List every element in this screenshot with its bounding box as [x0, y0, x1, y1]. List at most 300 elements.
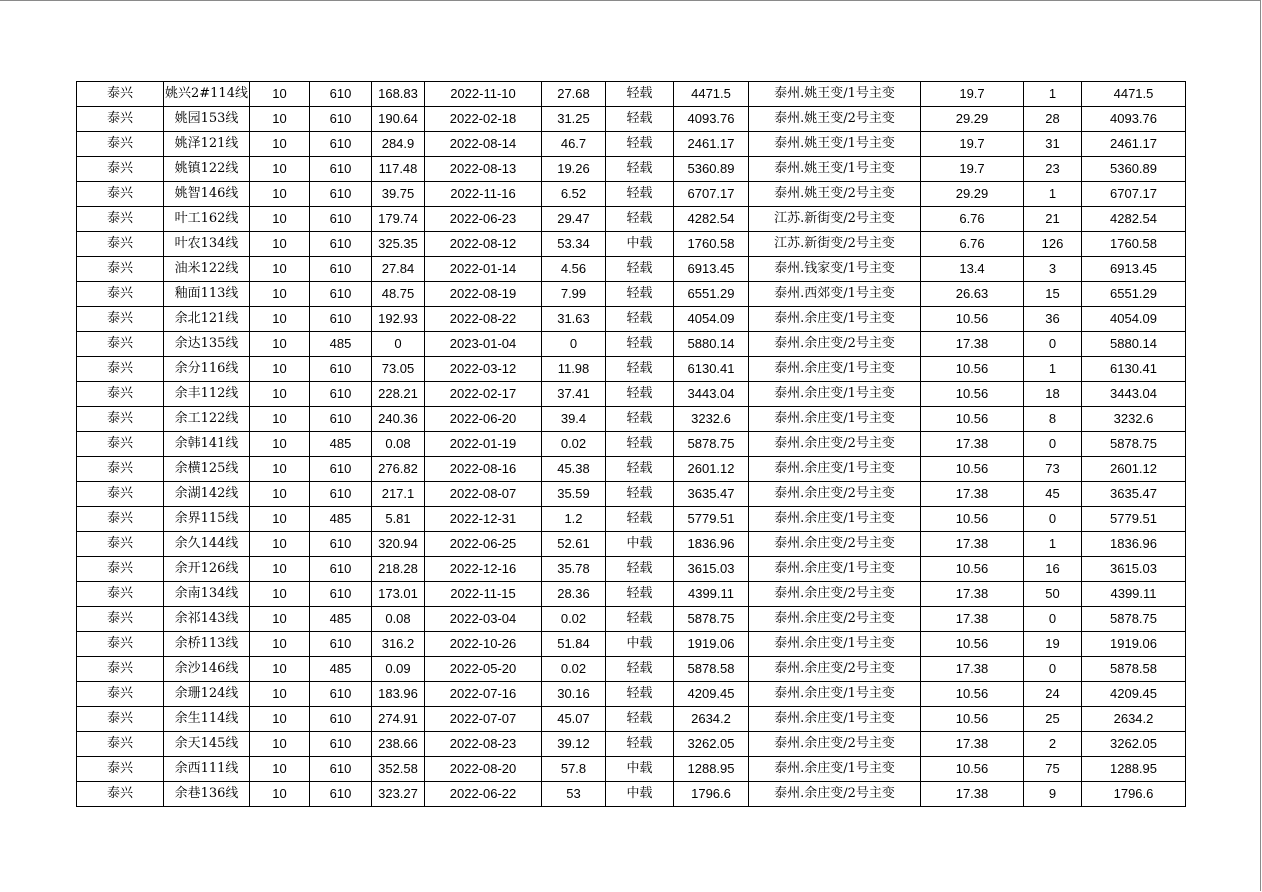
cell-transformer-rate: 10.56 [921, 707, 1024, 732]
cell-load-rate: 46.7 [542, 132, 606, 157]
cell-transformer: 泰州.姚王变/1号主变 [749, 82, 921, 107]
cell-region: 泰兴 [77, 107, 164, 132]
table-row [77, 482, 1186, 507]
cell-transformer: 泰州.余庄变/1号主变 [749, 307, 921, 332]
cell-transformer-rate: 29.29 [921, 182, 1024, 207]
cell-margin: 6707.17 [674, 182, 749, 207]
cell-line-name: 叶农134线 [164, 232, 250, 257]
cell-load: 179.74 [372, 207, 425, 232]
table-row [77, 632, 1186, 657]
cell-capacity: 610 [310, 132, 372, 157]
cell-count: 1 [1024, 357, 1082, 382]
cell-load-rate: 27.68 [542, 82, 606, 107]
cell-transformer-rate: 26.63 [921, 282, 1024, 307]
cell-transformer: 泰州.钱家变/1号主变 [749, 257, 921, 282]
cell-date: 2022-08-16 [425, 457, 542, 482]
cell-load-rate: 7.99 [542, 282, 606, 307]
table-row [77, 257, 1186, 282]
cell-line-name: 余工122线 [164, 407, 250, 432]
cell-transformer-rate: 10.56 [921, 407, 1024, 432]
cell-count: 28 [1024, 107, 1082, 132]
cell-line-name: 余湖142线 [164, 482, 250, 507]
cell-count: 36 [1024, 307, 1082, 332]
cell-date: 2022-10-26 [425, 632, 542, 657]
cell-available: 4471.5 [1082, 82, 1186, 107]
table-row [77, 582, 1186, 607]
cell-region: 泰兴 [77, 732, 164, 757]
cell-date: 2022-06-22 [425, 782, 542, 807]
table-row [77, 432, 1186, 457]
table-row [77, 357, 1186, 382]
cell-load-rate: 45.38 [542, 457, 606, 482]
cell-available: 1288.95 [1082, 757, 1186, 782]
cell-date: 2022-02-17 [425, 382, 542, 407]
cell-date: 2022-06-25 [425, 532, 542, 557]
cell-line-name: 姚泽121线 [164, 132, 250, 157]
cell-load-rate: 53 [542, 782, 606, 807]
cell-line-name: 余北121线 [164, 307, 250, 332]
cell-capacity: 610 [310, 207, 372, 232]
cell-available: 6707.17 [1082, 182, 1186, 207]
cell-load-rate: 39.4 [542, 407, 606, 432]
cell-voltage: 10 [250, 232, 310, 257]
cell-line-name: 余丰112线 [164, 382, 250, 407]
cell-load-rate: 53.34 [542, 232, 606, 257]
cell-load-status: 轻载 [606, 182, 674, 207]
cell-available: 6913.45 [1082, 257, 1186, 282]
cell-count: 1 [1024, 532, 1082, 557]
cell-region: 泰兴 [77, 157, 164, 182]
cell-date: 2022-01-14 [425, 257, 542, 282]
cell-margin: 3262.05 [674, 732, 749, 757]
cell-load-rate: 6.52 [542, 182, 606, 207]
cell-line-name: 余珊124线 [164, 682, 250, 707]
cell-load: 48.75 [372, 282, 425, 307]
cell-margin: 3635.47 [674, 482, 749, 507]
cell-available: 3262.05 [1082, 732, 1186, 757]
cell-region: 泰兴 [77, 357, 164, 382]
cell-line-name: 姚镇122线 [164, 157, 250, 182]
table-body [77, 82, 1186, 807]
cell-load-status: 中载 [606, 632, 674, 657]
cell-margin: 1836.96 [674, 532, 749, 557]
cell-margin: 4399.11 [674, 582, 749, 607]
cell-transformer-rate: 10.56 [921, 382, 1024, 407]
table-row [77, 157, 1186, 182]
cell-capacity: 610 [310, 682, 372, 707]
cell-load-rate: 19.26 [542, 157, 606, 182]
cell-margin: 6130.41 [674, 357, 749, 382]
cell-load: 325.35 [372, 232, 425, 257]
cell-line-name: 余祁143线 [164, 607, 250, 632]
cell-margin: 6551.29 [674, 282, 749, 307]
cell-transformer: 泰州.余庄变/2号主变 [749, 607, 921, 632]
cell-date: 2022-07-16 [425, 682, 542, 707]
cell-load-status: 轻载 [606, 257, 674, 282]
cell-load-status: 轻载 [606, 582, 674, 607]
cell-count: 9 [1024, 782, 1082, 807]
cell-load: 316.2 [372, 632, 425, 657]
cell-margin: 5878.58 [674, 657, 749, 682]
cell-date: 2022-08-20 [425, 757, 542, 782]
cell-region: 泰兴 [77, 457, 164, 482]
table-row [77, 657, 1186, 682]
cell-line-name: 余沙146线 [164, 657, 250, 682]
cell-margin: 1919.06 [674, 632, 749, 657]
cell-date: 2022-08-23 [425, 732, 542, 757]
cell-date: 2022-01-19 [425, 432, 542, 457]
cell-voltage: 10 [250, 132, 310, 157]
cell-transformer: 泰州.余庄变/2号主变 [749, 332, 921, 357]
cell-transformer-rate: 17.38 [921, 607, 1024, 632]
cell-count: 0 [1024, 607, 1082, 632]
cell-load: 0.08 [372, 432, 425, 457]
cell-count: 45 [1024, 482, 1082, 507]
cell-count: 1 [1024, 182, 1082, 207]
table-row [77, 507, 1186, 532]
cell-count: 18 [1024, 382, 1082, 407]
cell-available: 2601.12 [1082, 457, 1186, 482]
table-row [77, 182, 1186, 207]
cell-voltage: 10 [250, 507, 310, 532]
cell-count: 25 [1024, 707, 1082, 732]
table-row [77, 682, 1186, 707]
cell-region: 泰兴 [77, 532, 164, 557]
cell-line-name: 余界115线 [164, 507, 250, 532]
cell-capacity: 610 [310, 732, 372, 757]
cell-capacity: 610 [310, 782, 372, 807]
cell-load-status: 轻载 [606, 607, 674, 632]
cell-region: 泰兴 [77, 657, 164, 682]
cell-margin: 2634.2 [674, 707, 749, 732]
cell-load-status: 轻载 [606, 657, 674, 682]
data-table [76, 81, 1186, 807]
cell-line-name: 姚智146线 [164, 182, 250, 207]
cell-count: 126 [1024, 232, 1082, 257]
cell-voltage: 10 [250, 657, 310, 682]
cell-load-rate: 45.07 [542, 707, 606, 732]
cell-count: 0 [1024, 657, 1082, 682]
cell-load-status: 中载 [606, 532, 674, 557]
cell-load-rate: 0.02 [542, 607, 606, 632]
cell-transformer: 泰州.余庄变/1号主变 [749, 557, 921, 582]
cell-voltage: 10 [250, 332, 310, 357]
table-row [77, 307, 1186, 332]
cell-load: 228.21 [372, 382, 425, 407]
cell-transformer: 江苏.新街变/2号主变 [749, 207, 921, 232]
cell-voltage: 10 [250, 157, 310, 182]
cell-available: 4209.45 [1082, 682, 1186, 707]
cell-transformer: 泰州.余庄变/2号主变 [749, 482, 921, 507]
cell-transformer-rate: 19.7 [921, 82, 1024, 107]
cell-date: 2023-01-04 [425, 332, 542, 357]
table-row [77, 532, 1186, 557]
cell-available: 5779.51 [1082, 507, 1186, 532]
cell-load-status: 轻载 [606, 707, 674, 732]
cell-available: 5360.89 [1082, 157, 1186, 182]
cell-transformer-rate: 17.38 [921, 432, 1024, 457]
cell-available: 2461.17 [1082, 132, 1186, 157]
cell-load-rate: 1.2 [542, 507, 606, 532]
cell-capacity: 610 [310, 282, 372, 307]
cell-line-name: 釉面113线 [164, 282, 250, 307]
cell-capacity: 610 [310, 157, 372, 182]
cell-transformer: 泰州.余庄变/1号主变 [749, 632, 921, 657]
cell-count: 2 [1024, 732, 1082, 757]
cell-date: 2022-08-13 [425, 157, 542, 182]
cell-voltage: 10 [250, 257, 310, 282]
cell-transformer-rate: 10.56 [921, 632, 1024, 657]
cell-capacity: 610 [310, 382, 372, 407]
cell-transformer-rate: 10.56 [921, 507, 1024, 532]
cell-count: 75 [1024, 757, 1082, 782]
cell-voltage: 10 [250, 107, 310, 132]
cell-load-status: 轻载 [606, 507, 674, 532]
cell-transformer: 泰州.姚王变/2号主变 [749, 107, 921, 132]
cell-count: 21 [1024, 207, 1082, 232]
table-row [77, 457, 1186, 482]
cell-date: 2022-12-31 [425, 507, 542, 532]
cell-line-name: 余韩141线 [164, 432, 250, 457]
cell-date: 2022-12-16 [425, 557, 542, 582]
cell-date: 2022-11-15 [425, 582, 542, 607]
cell-transformer-rate: 6.76 [921, 207, 1024, 232]
table-row [77, 107, 1186, 132]
cell-load-status: 轻载 [606, 557, 674, 582]
cell-region: 泰兴 [77, 507, 164, 532]
cell-capacity: 610 [310, 232, 372, 257]
cell-transformer-rate: 17.38 [921, 532, 1024, 557]
table-row [77, 732, 1186, 757]
table-row [77, 707, 1186, 732]
table-row [77, 282, 1186, 307]
cell-line-name: 余开126线 [164, 557, 250, 582]
cell-date: 2022-08-19 [425, 282, 542, 307]
cell-load: 274.91 [372, 707, 425, 732]
cell-transformer-rate: 10.56 [921, 757, 1024, 782]
cell-load: 276.82 [372, 457, 425, 482]
cell-capacity: 610 [310, 307, 372, 332]
cell-available: 6130.41 [1082, 357, 1186, 382]
cell-available: 1796.6 [1082, 782, 1186, 807]
cell-line-name: 姚兴2#114线 [164, 82, 250, 107]
cell-line-name: 余西111线 [164, 757, 250, 782]
cell-margin: 1796.6 [674, 782, 749, 807]
cell-capacity: 610 [310, 707, 372, 732]
cell-line-name: 余天145线 [164, 732, 250, 757]
cell-load-rate: 39.12 [542, 732, 606, 757]
cell-line-name: 余达135线 [164, 332, 250, 357]
cell-capacity: 485 [310, 657, 372, 682]
table-row [77, 232, 1186, 257]
cell-line-name: 叶工162线 [164, 207, 250, 232]
cell-load-status: 轻载 [606, 382, 674, 407]
cell-load-status: 轻载 [606, 482, 674, 507]
cell-voltage: 10 [250, 282, 310, 307]
cell-transformer: 泰州.余庄变/2号主变 [749, 732, 921, 757]
cell-region: 泰兴 [77, 207, 164, 232]
cell-region: 泰兴 [77, 582, 164, 607]
cell-load-rate: 31.63 [542, 307, 606, 332]
cell-load: 0.09 [372, 657, 425, 682]
cell-margin: 6913.45 [674, 257, 749, 282]
cell-region: 泰兴 [77, 82, 164, 107]
cell-transformer-rate: 10.56 [921, 682, 1024, 707]
cell-date: 2022-08-14 [425, 132, 542, 157]
cell-line-name: 姚园153线 [164, 107, 250, 132]
cell-load: 192.93 [372, 307, 425, 332]
cell-margin: 3615.03 [674, 557, 749, 582]
cell-load: 168.83 [372, 82, 425, 107]
cell-region: 泰兴 [77, 307, 164, 332]
cell-voltage: 10 [250, 382, 310, 407]
cell-region: 泰兴 [77, 382, 164, 407]
cell-line-name: 余分116线 [164, 357, 250, 382]
cell-line-name: 余巷136线 [164, 782, 250, 807]
cell-transformer-rate: 13.4 [921, 257, 1024, 282]
cell-date: 2022-07-07 [425, 707, 542, 732]
cell-transformer-rate: 17.38 [921, 582, 1024, 607]
cell-load: 217.1 [372, 482, 425, 507]
cell-load-rate: 35.59 [542, 482, 606, 507]
cell-voltage: 10 [250, 782, 310, 807]
cell-region: 泰兴 [77, 257, 164, 282]
cell-load-status: 中载 [606, 757, 674, 782]
cell-transformer: 泰州.西郊变/1号主变 [749, 282, 921, 307]
cell-transformer: 泰州.余庄变/2号主变 [749, 532, 921, 557]
cell-date: 2022-06-20 [425, 407, 542, 432]
cell-date: 2022-05-20 [425, 657, 542, 682]
cell-transformer: 泰州.余庄变/1号主变 [749, 357, 921, 382]
cell-margin: 5360.89 [674, 157, 749, 182]
cell-region: 泰兴 [77, 432, 164, 457]
cell-count: 19 [1024, 632, 1082, 657]
cell-load-rate: 11.98 [542, 357, 606, 382]
cell-margin: 4209.45 [674, 682, 749, 707]
cell-load-rate: 52.61 [542, 532, 606, 557]
cell-voltage: 10 [250, 682, 310, 707]
cell-transformer: 泰州.余庄变/1号主变 [749, 682, 921, 707]
cell-capacity: 610 [310, 557, 372, 582]
cell-available: 5878.75 [1082, 607, 1186, 632]
cell-line-name: 余久144线 [164, 532, 250, 557]
cell-transformer-rate: 17.38 [921, 657, 1024, 682]
cell-count: 50 [1024, 582, 1082, 607]
cell-date: 2022-06-23 [425, 207, 542, 232]
cell-voltage: 10 [250, 207, 310, 232]
cell-voltage: 10 [250, 482, 310, 507]
cell-load: 238.66 [372, 732, 425, 757]
cell-load-status: 轻载 [606, 107, 674, 132]
table-row [77, 407, 1186, 432]
cell-load: 352.58 [372, 757, 425, 782]
cell-voltage: 10 [250, 357, 310, 382]
cell-load: 323.27 [372, 782, 425, 807]
cell-capacity: 610 [310, 632, 372, 657]
cell-region: 泰兴 [77, 557, 164, 582]
cell-region: 泰兴 [77, 182, 164, 207]
cell-margin: 3232.6 [674, 407, 749, 432]
cell-available: 2634.2 [1082, 707, 1186, 732]
cell-load-rate: 31.25 [542, 107, 606, 132]
cell-load-rate: 30.16 [542, 682, 606, 707]
cell-transformer-rate: 17.38 [921, 332, 1024, 357]
cell-load: 27.84 [372, 257, 425, 282]
cell-region: 泰兴 [77, 282, 164, 307]
cell-load-status: 轻载 [606, 682, 674, 707]
table-row [77, 607, 1186, 632]
cell-load: 0.08 [372, 607, 425, 632]
table-row [77, 557, 1186, 582]
cell-voltage: 10 [250, 732, 310, 757]
cell-margin: 4471.5 [674, 82, 749, 107]
cell-voltage: 10 [250, 707, 310, 732]
cell-region: 泰兴 [77, 782, 164, 807]
cell-load-status: 轻载 [606, 732, 674, 757]
cell-available: 6551.29 [1082, 282, 1186, 307]
cell-voltage: 10 [250, 407, 310, 432]
cell-available: 1760.58 [1082, 232, 1186, 257]
cell-capacity: 610 [310, 457, 372, 482]
cell-load: 173.01 [372, 582, 425, 607]
cell-transformer-rate: 19.7 [921, 157, 1024, 182]
cell-margin: 2461.17 [674, 132, 749, 157]
cell-load: 39.75 [372, 182, 425, 207]
cell-load-rate: 0.02 [542, 657, 606, 682]
cell-region: 泰兴 [77, 132, 164, 157]
cell-transformer-rate: 6.76 [921, 232, 1024, 257]
cell-capacity: 610 [310, 82, 372, 107]
cell-voltage: 10 [250, 432, 310, 457]
cell-available: 5878.58 [1082, 657, 1186, 682]
cell-count: 23 [1024, 157, 1082, 182]
table-row [77, 382, 1186, 407]
cell-capacity: 610 [310, 182, 372, 207]
cell-load-rate: 51.84 [542, 632, 606, 657]
cell-line-name: 余生114线 [164, 707, 250, 732]
table-row [77, 782, 1186, 807]
cell-load-status: 轻载 [606, 332, 674, 357]
cell-transformer: 泰州.余庄变/1号主变 [749, 707, 921, 732]
cell-load: 240.36 [372, 407, 425, 432]
cell-transformer-rate: 10.56 [921, 307, 1024, 332]
cell-margin: 4093.76 [674, 107, 749, 132]
cell-capacity: 485 [310, 607, 372, 632]
cell-load-status: 轻载 [606, 207, 674, 232]
cell-load-status: 中载 [606, 782, 674, 807]
cell-region: 泰兴 [77, 332, 164, 357]
cell-available: 5880.14 [1082, 332, 1186, 357]
cell-transformer: 泰州.余庄变/2号主变 [749, 657, 921, 682]
cell-count: 24 [1024, 682, 1082, 707]
cell-capacity: 610 [310, 107, 372, 132]
cell-load-status: 轻载 [606, 432, 674, 457]
cell-load-rate: 28.36 [542, 582, 606, 607]
cell-margin: 4054.09 [674, 307, 749, 332]
cell-load: 73.05 [372, 357, 425, 382]
cell-count: 31 [1024, 132, 1082, 157]
cell-transformer: 泰州.余庄变/2号主变 [749, 782, 921, 807]
cell-load-status: 中载 [606, 232, 674, 257]
cell-count: 0 [1024, 332, 1082, 357]
cell-load: 320.94 [372, 532, 425, 557]
cell-voltage: 10 [250, 557, 310, 582]
cell-available: 3615.03 [1082, 557, 1186, 582]
cell-load: 218.28 [372, 557, 425, 582]
cell-capacity: 610 [310, 582, 372, 607]
cell-margin: 2601.12 [674, 457, 749, 482]
table-row [77, 132, 1186, 157]
